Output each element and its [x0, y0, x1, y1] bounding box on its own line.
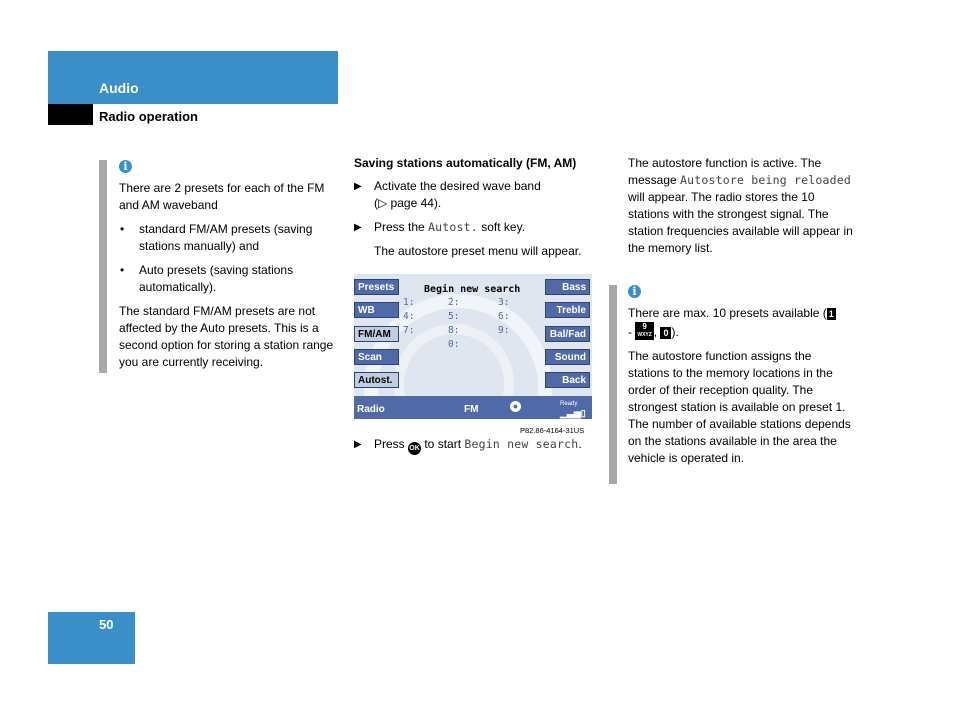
step-1 — [354, 178, 596, 212]
cd-icon: ● — [510, 401, 521, 412]
step-arrow-icon: ▶ — [354, 222, 362, 233]
key-digit: 9 — [642, 322, 647, 331]
step-text: . — [578, 437, 582, 451]
text-run: ). — [671, 325, 679, 339]
page-reference: (▷ page 44). — [374, 196, 442, 210]
screen-title: Begin new search — [424, 284, 521, 295]
page-number: 50 — [99, 617, 114, 632]
step-arrow-icon: ▶ — [354, 181, 362, 192]
section-subtitle: Radio operation — [99, 109, 198, 124]
preset-slot: 5: — [448, 311, 460, 322]
step-text: to start — [421, 437, 465, 451]
radio-screen-figure — [354, 274, 592, 419]
menu-item-name: Begin new search — [464, 437, 579, 451]
softkey-bass[interactable]: Bass — [545, 279, 590, 295]
softkey-bal-fad[interactable]: Bal/Fad — [545, 326, 590, 342]
step-text: Activate the desired wave band — [374, 179, 541, 193]
text-run: - — [628, 325, 636, 339]
text-run: The autostore function is active. The message — [628, 156, 822, 187]
signal-strength-icon: ▁▃▅▯ — [560, 408, 586, 418]
body-paragraph — [628, 155, 854, 257]
info-paragraph: The autostore function assigns the stations to the memory locations in the order of their reception quality. The strongest station is available on preset 1. The number of available stations depends on the stations available in the area the vehicle is operated in. — [628, 349, 851, 465]
ok-button-icon: OK — [408, 442, 421, 455]
subheader-marker — [48, 104, 93, 125]
info-line: There are max. 10 presets available ( 1 - 9 WXYZ , 0 ). — [628, 306, 834, 339]
preset-slot: 4: — [403, 311, 415, 322]
preset-slot: 2: — [448, 297, 460, 308]
info-box-autostore — [628, 285, 854, 467]
status-band: FM — [464, 404, 479, 415]
preset-slot: 3: — [498, 297, 510, 308]
softkey-name: Autost. — [428, 220, 478, 234]
header-band — [48, 51, 338, 104]
info-box-presets — [119, 160, 341, 371]
info-sidebar — [609, 285, 617, 484]
preset-slot: 1: — [403, 297, 415, 308]
step-text: Press — [374, 437, 409, 451]
screen-status-bar — [354, 396, 592, 419]
section-heading: Saving stations automatically (FM, AM) — [354, 156, 577, 170]
preset-slot: 7: — [403, 325, 415, 336]
step-text: Press the — [374, 220, 429, 234]
info-intro: There are 2 presets for each of the FM and AM waveband — [119, 181, 325, 212]
preset-slot: 8: — [448, 325, 460, 336]
step-2 — [354, 219, 596, 236]
figure-code: P82.86-4164-31US — [520, 426, 585, 435]
list-item: • standard FM/AM presets (saving stations manually) and — [119, 221, 341, 255]
key-1-icon: 1 — [828, 309, 834, 319]
softkey-scan[interactable]: Scan — [354, 349, 399, 365]
step-result: The autostore preset menu will appear. — [374, 244, 582, 258]
autostore-description — [628, 155, 854, 257]
softkey-presets[interactable]: Presets — [354, 279, 399, 295]
text-run: There are max. 10 presets available ( — [628, 306, 827, 320]
softkey-autost[interactable]: Autost. — [354, 372, 399, 388]
status-ready: Ready — [560, 401, 578, 407]
info-paragraph: The standard FM/AM presets are not affected by the Auto presets. This is a second option for storing a station range you are currently receiving. — [119, 304, 334, 369]
softkey-fm-am[interactable]: FM/AM — [354, 326, 399, 342]
list-item: • Auto presets (saving stations automatically). — [119, 262, 341, 296]
softkey-sound[interactable]: Sound — [545, 349, 590, 365]
softkey-wb[interactable]: WB — [354, 302, 399, 318]
info-icon: i — [628, 285, 641, 298]
display-message: Autostore being reloaded — [680, 173, 851, 187]
step-text: soft key. — [477, 220, 526, 234]
preset-slot: 6: — [498, 311, 510, 322]
preset-slot: 0: — [448, 339, 460, 350]
key-letters: WXYZ — [637, 332, 652, 338]
text-run: will appear. The radio stores the 10 stations with the strongest signal. The station frequencies available will appear in the memory list. — [628, 190, 853, 255]
key-9-icon — [635, 322, 653, 340]
softkey-treble[interactable]: Treble — [545, 302, 590, 318]
step-arrow-icon: ▶ — [354, 439, 362, 450]
preset-slot: 9: — [498, 325, 510, 336]
step-3 — [354, 436, 624, 455]
key-0-icon: 0 — [660, 327, 671, 339]
page-number-band — [48, 612, 135, 664]
info-sidebar — [99, 160, 107, 373]
section-title: Audio — [99, 80, 139, 96]
info-icon: i — [119, 160, 132, 173]
instructions-autostore — [354, 155, 596, 260]
softkey-back[interactable]: Back — [545, 372, 590, 388]
status-source: Radio — [357, 404, 385, 415]
